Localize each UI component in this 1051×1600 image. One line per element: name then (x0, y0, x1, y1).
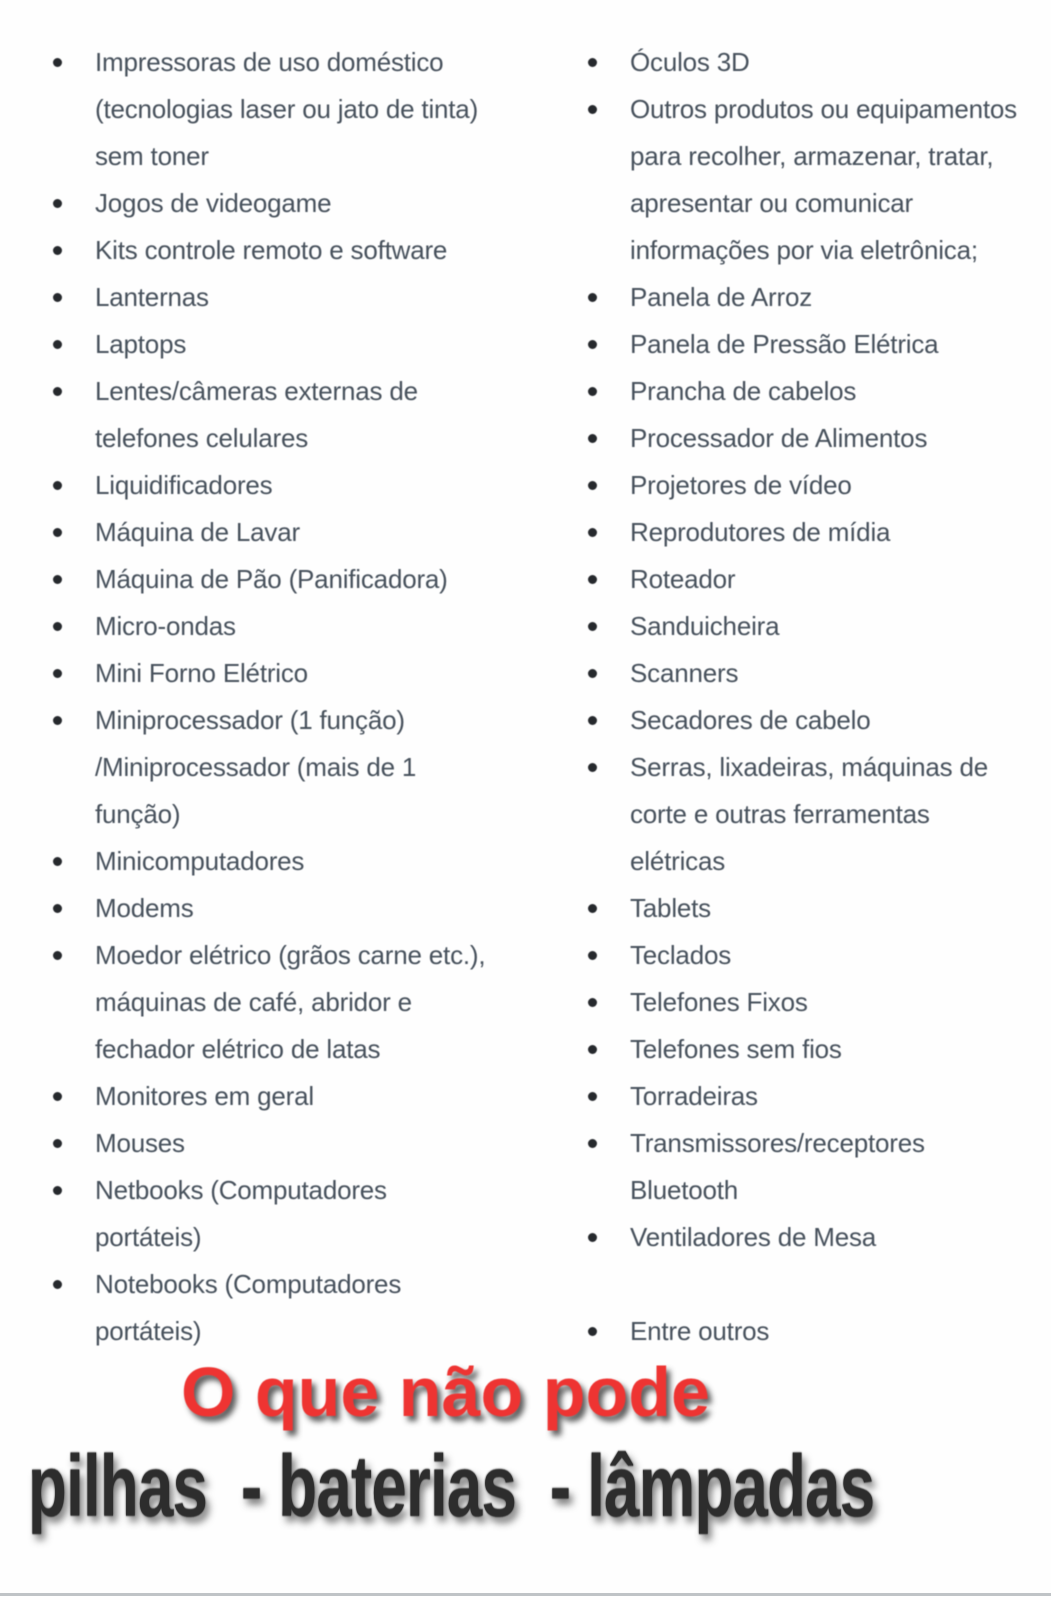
list-item-line: Bluetooth (630, 1175, 739, 1205)
list-item-line: Kits controle remoto e software (95, 235, 448, 265)
bullet-icon (53, 1186, 62, 1195)
list-item-text (630, 274, 1045, 321)
list-item-line: Miniprocessador (1 função) (95, 705, 405, 735)
not-allowed-items-text: pilhas - baterias - lâmpadas (28, 1438, 875, 1535)
list-item-line: Sanduicheira (630, 611, 780, 641)
list-item (575, 415, 1045, 462)
bullet-icon (53, 58, 62, 67)
bullet-icon (588, 951, 597, 960)
bullet-icon (588, 669, 597, 678)
list-item-text (95, 1120, 540, 1167)
list-item-text (95, 180, 540, 227)
list-item-line: Panela de Pressão Elétrica (630, 329, 939, 359)
bullet-icon (53, 669, 62, 678)
bullet-icon (53, 1092, 62, 1101)
list-item (575, 697, 1045, 744)
list-item (40, 932, 540, 1073)
list-item-line: Transmissores/receptores (630, 1128, 925, 1158)
list-item-text (95, 274, 540, 321)
list-item-text (630, 650, 1045, 697)
bullet-icon (588, 528, 597, 537)
bullet-icon (53, 1139, 62, 1148)
list-item-text (95, 1167, 540, 1261)
list-item-text (630, 368, 1045, 415)
list-item (575, 556, 1045, 603)
list-item-line: Mini Forno Elétrico (95, 658, 308, 688)
list-item (40, 462, 540, 509)
list-item (40, 321, 540, 368)
list-item-text (95, 39, 540, 180)
list-item (575, 1026, 1045, 1073)
list-item (40, 180, 540, 227)
bullet-icon (53, 246, 62, 255)
list-item-line: Máquina de Lavar (95, 517, 300, 547)
list-item (40, 650, 540, 697)
list-item-text (95, 556, 540, 603)
list-item-line: Impressoras de uso doméstico (95, 47, 444, 77)
list-item-line: telefones celulares (95, 423, 308, 453)
section-title-not-allowed: O que não pode (181, 1353, 710, 1431)
bullet-icon (588, 763, 597, 772)
list-item-line: Panela de Arroz (630, 282, 813, 312)
list-item-line: apresentar ou comunicar (630, 188, 913, 218)
list-item (575, 274, 1045, 321)
list-item (575, 603, 1045, 650)
list-item (40, 697, 540, 838)
list-item-line: Micro-ondas (95, 611, 236, 641)
list-item-line: Telefones sem fios (630, 1034, 842, 1064)
list-item-text (95, 885, 540, 932)
list-item (40, 885, 540, 932)
list-item-line: fechador elétrico de latas (95, 1034, 381, 1064)
list-item-line: elétricas (630, 846, 726, 876)
list-item (40, 556, 540, 603)
list-item-line: Modems (95, 893, 194, 923)
bullet-icon (588, 575, 597, 584)
list-item (40, 274, 540, 321)
list-item (40, 509, 540, 556)
bullet-icon (53, 481, 62, 490)
bullet-icon (53, 340, 62, 349)
bullet-icon (588, 105, 597, 114)
list-item-text (630, 603, 1045, 650)
bullet-icon (588, 622, 597, 631)
list-item-line: máquinas de café, abridor e (95, 987, 412, 1017)
list-item-line: Mouses (95, 1128, 185, 1158)
allowed-items-list-left (40, 39, 540, 1355)
list-item-line: Laptops (95, 329, 187, 359)
list-item (575, 86, 1045, 274)
list-item (575, 462, 1045, 509)
list-item-line: Scanners (630, 658, 739, 688)
list-item-text (630, 86, 1045, 274)
list-item-line: Lanternas (95, 282, 209, 312)
list-item-text (630, 1073, 1045, 1120)
list-item (575, 321, 1045, 368)
list-item (575, 509, 1045, 556)
list-item-line: Outros produtos ou equipamentos (630, 94, 1017, 124)
list-item-line: Entre outros (630, 1316, 770, 1346)
list-item-text (95, 650, 540, 697)
list-item-text (95, 1261, 540, 1355)
list-item-line: Teclados (630, 940, 732, 970)
list-item (40, 1120, 540, 1167)
list-item-text (630, 1214, 1045, 1261)
list-item-text (95, 603, 540, 650)
list-item-line: portáteis) (95, 1316, 202, 1346)
list-item (575, 1308, 1045, 1355)
bullet-icon (53, 622, 62, 631)
list-item-line: Roteador (630, 564, 736, 594)
bullet-icon (588, 58, 597, 67)
bullet-icon (588, 434, 597, 443)
list-item-text (630, 321, 1045, 368)
list-item-line: Liquidificadores (95, 470, 273, 500)
list-item-text (95, 1073, 540, 1120)
list-item (40, 1261, 540, 1355)
list-item-text (630, 885, 1045, 932)
list-item-text (95, 697, 540, 838)
bullet-icon (53, 528, 62, 537)
list-item-text (95, 932, 540, 1073)
bullet-icon (53, 293, 62, 302)
list-item (575, 885, 1045, 932)
bullet-icon (588, 1045, 597, 1054)
list-item-line: Prancha de cabelos (630, 376, 857, 406)
list-item-line: corte e outras ferramentas (630, 799, 930, 829)
bullet-icon (588, 716, 597, 725)
list-item-line: (tecnologias laser ou jato de tinta) (95, 94, 479, 124)
list-item (40, 603, 540, 650)
list-item (40, 1073, 540, 1120)
list-item (575, 979, 1045, 1026)
bullet-icon (53, 387, 62, 396)
list-item-text (630, 462, 1045, 509)
list-item (40, 1167, 540, 1261)
list-item (575, 650, 1045, 697)
list-item-line: para recolher, armazenar, tratar, (630, 141, 994, 171)
bullet-icon (588, 904, 597, 913)
list-item (40, 39, 540, 180)
list-item-text (95, 368, 540, 462)
list-item (40, 227, 540, 274)
list-item-text (95, 321, 540, 368)
bullet-icon (53, 716, 62, 725)
bullet-icon (588, 1233, 597, 1242)
list-item-line: Lentes/câmeras externas de (95, 376, 418, 406)
bullet-icon (588, 1327, 597, 1336)
list-item (575, 368, 1045, 415)
bullet-icon (588, 340, 597, 349)
list-item-line: Jogos de videogame (95, 188, 332, 218)
list-item-line: Processador de Alimentos (630, 423, 928, 453)
list-item-line: Notebooks (Computadores (95, 1269, 402, 1299)
bullet-icon (53, 857, 62, 866)
list-item (575, 932, 1045, 979)
list-item-line: Reprodutores de mídia (630, 517, 891, 547)
list-item (575, 744, 1045, 885)
list-item-line: sem toner (95, 141, 209, 171)
list-item-text (630, 697, 1045, 744)
list-item-text (630, 415, 1045, 462)
list-item-text (95, 509, 540, 556)
list-item-text (630, 39, 1045, 86)
list-item-text (95, 838, 540, 885)
bullet-icon (588, 293, 597, 302)
list-item-text (95, 227, 540, 274)
list-item-line: Tablets (630, 893, 711, 923)
bullet-icon (588, 998, 597, 1007)
bullet-icon (588, 1139, 597, 1148)
list-item-line: portáteis) (95, 1222, 202, 1252)
list-item-text (95, 462, 540, 509)
list-item-text (630, 556, 1045, 603)
list-item-text (630, 509, 1045, 556)
list-item-line: Ventiladores de Mesa (630, 1222, 877, 1252)
list-item (575, 1214, 1045, 1261)
bottom-divider-line (0, 1593, 1051, 1596)
list-item (575, 39, 1045, 86)
list-item-text (630, 932, 1045, 979)
bullet-icon (53, 199, 62, 208)
list-item-line: Serras, lixadeiras, máquinas de (630, 752, 988, 782)
list-item-line: Minicomputadores (95, 846, 305, 876)
list-item-line: Óculos 3D (630, 47, 750, 77)
list-item-line: Telefones Fixos (630, 987, 808, 1017)
bullet-icon (53, 575, 62, 584)
list-item-line: Monitores em geral (95, 1081, 314, 1111)
bullet-icon (53, 1280, 62, 1289)
list-item (575, 1120, 1045, 1214)
list-item-line: Máquina de Pão (Panificadora) (95, 564, 448, 594)
bullet-icon (588, 481, 597, 490)
bullet-icon (588, 387, 597, 396)
list-item-line: Secadores de cabelo (630, 705, 871, 735)
list-item (40, 838, 540, 885)
list-item (40, 368, 540, 462)
list-item-line: /Miniprocessador (mais de 1 (95, 752, 417, 782)
list-item-text (630, 744, 1045, 885)
list-item-text (630, 1026, 1045, 1073)
list-item-line: Netbooks (Computadores (95, 1175, 387, 1205)
list-item-text (630, 1120, 1045, 1214)
allowed-items-list-right (575, 39, 1045, 1355)
bullet-icon (53, 951, 62, 960)
list-item-line: Moedor elétrico (grãos carne etc.), (95, 940, 486, 970)
bullet-icon (53, 904, 62, 913)
list-item (575, 1073, 1045, 1120)
list-item-text (630, 979, 1045, 1026)
list-item-line: Torradeiras (630, 1081, 758, 1111)
bullet-icon (588, 1092, 597, 1101)
list-item-line: Projetores de vídeo (630, 470, 852, 500)
list-item-line: função) (95, 799, 181, 829)
list-item-text (630, 1308, 1045, 1355)
list-item-line: informações por via eletrônica; (630, 235, 978, 265)
